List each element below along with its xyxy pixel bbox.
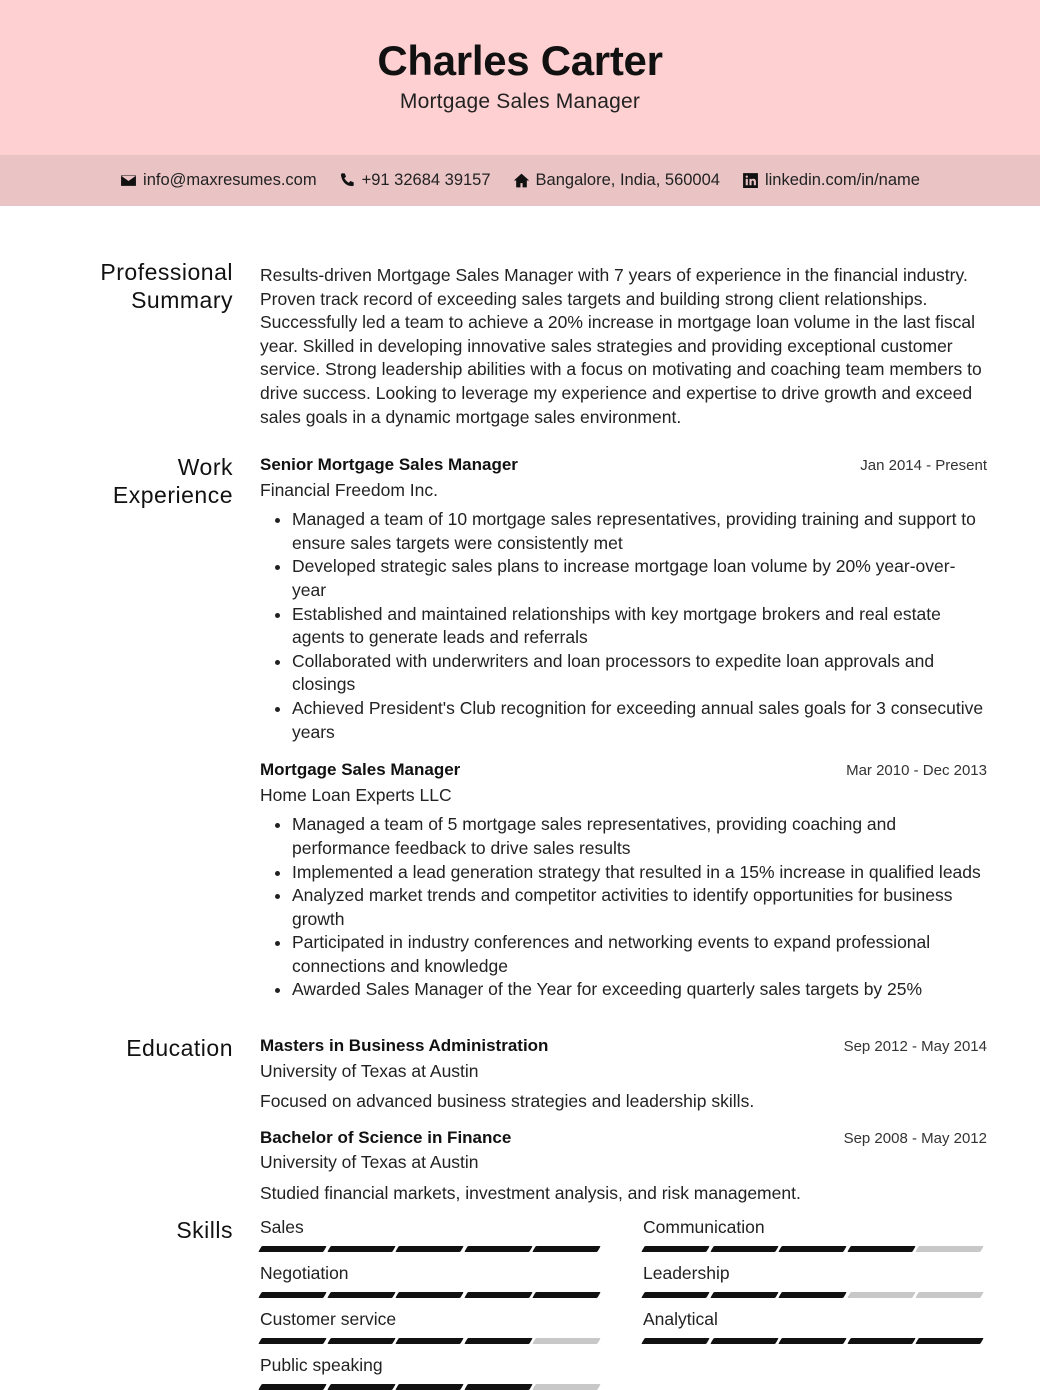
contact-phone-text: +91 32684 39157	[361, 171, 491, 189]
skill-name: Sales	[260, 1217, 304, 1237]
skill-segment-filled	[327, 1384, 395, 1390]
contact-address	[513, 171, 720, 190]
job-bullet: • Managed a team of 10 mortgage sales representatives, providing training and support to ensure sales targets were consistently met	[292, 508, 987, 555]
skill-segment-filled	[916, 1338, 984, 1344]
resume-header	[0, 0, 1040, 155]
skill-name: Negotiation	[260, 1263, 349, 1283]
job-bullet: • Achieved President's Club recognition for exceeding annual sales goals for 3 consecutive years	[292, 697, 987, 744]
degree-title: Masters in Business Administration	[260, 1036, 549, 1055]
job-bullet: • Established and maintained relationships with key mortgage brokers and real estate agents to generate leads and referrals	[292, 603, 987, 650]
work-entry	[260, 758, 987, 1002]
skill-item	[260, 1354, 603, 1390]
skill-name: Customer service	[260, 1309, 397, 1329]
skill-segment-filled	[641, 1338, 709, 1344]
candidate-name: Charles Carter	[377, 37, 663, 84]
degree-date: Sep 2012 - May 2014	[843, 1038, 987, 1055]
skill-item	[260, 1216, 603, 1252]
degree-title: Bachelor of Science in Finance	[260, 1127, 512, 1147]
skill-segment-filled	[641, 1246, 709, 1252]
phone-icon	[339, 172, 356, 189]
skill-segment-filled	[533, 1246, 601, 1252]
job-bullet: • Participated in industry conferences and networking events to expand professional connections and knowledge	[292, 931, 987, 978]
skill-segment-filled	[258, 1338, 326, 1344]
skill-segment-filled	[327, 1246, 395, 1252]
education-entry	[260, 1126, 987, 1206]
skill-segment-filled	[847, 1246, 915, 1252]
skill-segment-filled	[778, 1292, 846, 1298]
contact-phone[interactable]	[339, 171, 491, 190]
skill-name: Analytical	[643, 1309, 718, 1329]
degree-description: Studied financial markets, investment analysis, and risk management.	[260, 1182, 801, 1203]
degree-description: Focused on advanced business strategies and leadership skills.	[260, 1091, 755, 1112]
skill-item	[260, 1262, 603, 1298]
school-name: University of Texas at Austin	[260, 1060, 479, 1081]
job-bullets	[260, 813, 987, 1002]
skill-segment-empty	[916, 1246, 984, 1252]
skill-segment-filled	[464, 1292, 532, 1298]
job-bullet: • Developed strategic sales plans to increase mortgage loan volume by 20% year-over-year	[292, 555, 987, 602]
skill-rating-bar	[643, 1292, 986, 1298]
job-date: Mar 2010 - Dec 2013	[846, 762, 987, 780]
job-bullet: • Awarded Sales Manager of the Year for exceeding quarterly sales targets by 25%	[292, 978, 987, 1002]
job-company: Home Loan Experts LLC	[260, 784, 452, 805]
skill-item	[260, 1308, 603, 1344]
skill-segment-filled	[395, 1338, 463, 1344]
education-entry	[260, 1034, 987, 1114]
job-date: Jan 2014 - Present	[860, 457, 987, 474]
skill-segment-filled	[395, 1292, 463, 1298]
skill-rating-bar	[643, 1246, 986, 1252]
skill-segment-filled	[710, 1246, 778, 1252]
linkedin-icon	[742, 172, 759, 189]
summary-heading-line2: Summary	[131, 287, 233, 313]
work-heading-line2: Experience	[112, 482, 233, 508]
skill-rating-bar	[260, 1338, 603, 1344]
skill-segment-filled	[258, 1384, 326, 1390]
skill-segment-filled	[395, 1384, 463, 1390]
summary-heading	[33, 258, 233, 314]
skill-name: Communication	[643, 1217, 765, 1237]
job-bullets	[260, 508, 987, 744]
skill-segment-empty	[916, 1292, 984, 1298]
home-icon	[513, 172, 530, 189]
skill-segment-filled	[533, 1292, 601, 1298]
job-bullet: • Collaborated with underwriters and loan processors to expedite loan approvals and closings	[292, 650, 987, 697]
job-bullet: • Managed a team of 5 mortgage sales representatives, providing coaching and performance feedback to drive sales results	[292, 813, 987, 860]
skills-list	[260, 1216, 987, 1390]
skill-rating-bar	[260, 1384, 603, 1390]
skill-segment-filled	[258, 1246, 326, 1252]
skill-rating-bar	[260, 1246, 603, 1252]
skill-item	[643, 1262, 986, 1298]
skill-segment-filled	[464, 1338, 532, 1344]
skill-rating-bar	[643, 1338, 986, 1344]
candidate-title: Mortgage Sales Manager	[399, 90, 641, 113]
work-entry	[260, 453, 987, 744]
work-entries	[260, 453, 987, 1002]
skill-segment-filled	[778, 1246, 846, 1252]
skill-segment-filled	[258, 1292, 326, 1298]
envelope-icon	[120, 172, 137, 189]
education-entries	[260, 1034, 987, 1206]
skill-segment-empty	[847, 1292, 915, 1298]
skill-segment-filled	[847, 1338, 915, 1344]
skill-segment-filled	[710, 1292, 778, 1298]
skill-segment-empty	[533, 1338, 601, 1344]
job-title: Senior Mortgage Sales Manager	[260, 455, 518, 474]
skill-name: Leadership	[643, 1263, 730, 1283]
job-bullet: • Analyzed market trends and competitor activities to identify opportunities for business growth	[292, 884, 987, 931]
summary-heading-line1: Professional	[100, 259, 233, 285]
contact-email[interactable]	[120, 171, 317, 190]
skills-heading: Skills	[176, 1217, 233, 1243]
skill-item	[643, 1216, 986, 1252]
contact-email-text: info@maxresumes.com	[143, 171, 317, 189]
contact-address-text: Bangalore, India, 560004	[535, 171, 720, 189]
job-bullet: • Implemented a lead generation strategy that resulted in a 15% increase in qualified leads	[292, 861, 987, 885]
work-heading	[33, 453, 233, 509]
skill-segment-filled	[395, 1246, 463, 1252]
contact-linkedin[interactable]	[742, 171, 920, 190]
skill-segment-filled	[710, 1338, 778, 1344]
skill-segment-filled	[641, 1292, 709, 1298]
summary-text: Results-driven Mortgage Sales Manager with 7 years of experience in the financial industry. Proven track record of exceeding sales targets and building strong client relationships. Successfully led a team to achieve a 20% increase in mortgage loan volume in the last fiscal year. Skilled in developing innovative sales strategies and providing exceptional customer service. Strong leadership abilities with a focus on motivating and coaching team members to drive success. Looking to leverage my experience and expertise to drive growth and exceed sales goals in a dynamic mortgage sales environment.	[260, 265, 982, 427]
skill-segment-filled	[778, 1338, 846, 1344]
job-title: Mortgage Sales Manager	[260, 760, 461, 780]
education-heading: Education	[126, 1035, 233, 1061]
skill-segment-filled	[464, 1246, 532, 1252]
skill-rating-bar	[260, 1292, 603, 1298]
contact-linkedin-text: linkedin.com/in/name	[764, 171, 920, 189]
work-heading-line1: Work	[177, 454, 233, 480]
degree-date: Sep 2008 - May 2012	[843, 1129, 987, 1147]
skill-item	[643, 1308, 986, 1344]
skill-segment-filled	[327, 1338, 395, 1344]
contact-bar	[0, 155, 1040, 206]
school-name: University of Texas at Austin	[260, 1152, 479, 1173]
skill-segment-filled	[327, 1292, 395, 1298]
skill-segment-filled	[464, 1384, 532, 1390]
job-company: Financial Freedom Inc.	[260, 479, 438, 500]
skill-name: Public speaking	[260, 1355, 383, 1375]
skill-segment-empty	[533, 1384, 601, 1390]
